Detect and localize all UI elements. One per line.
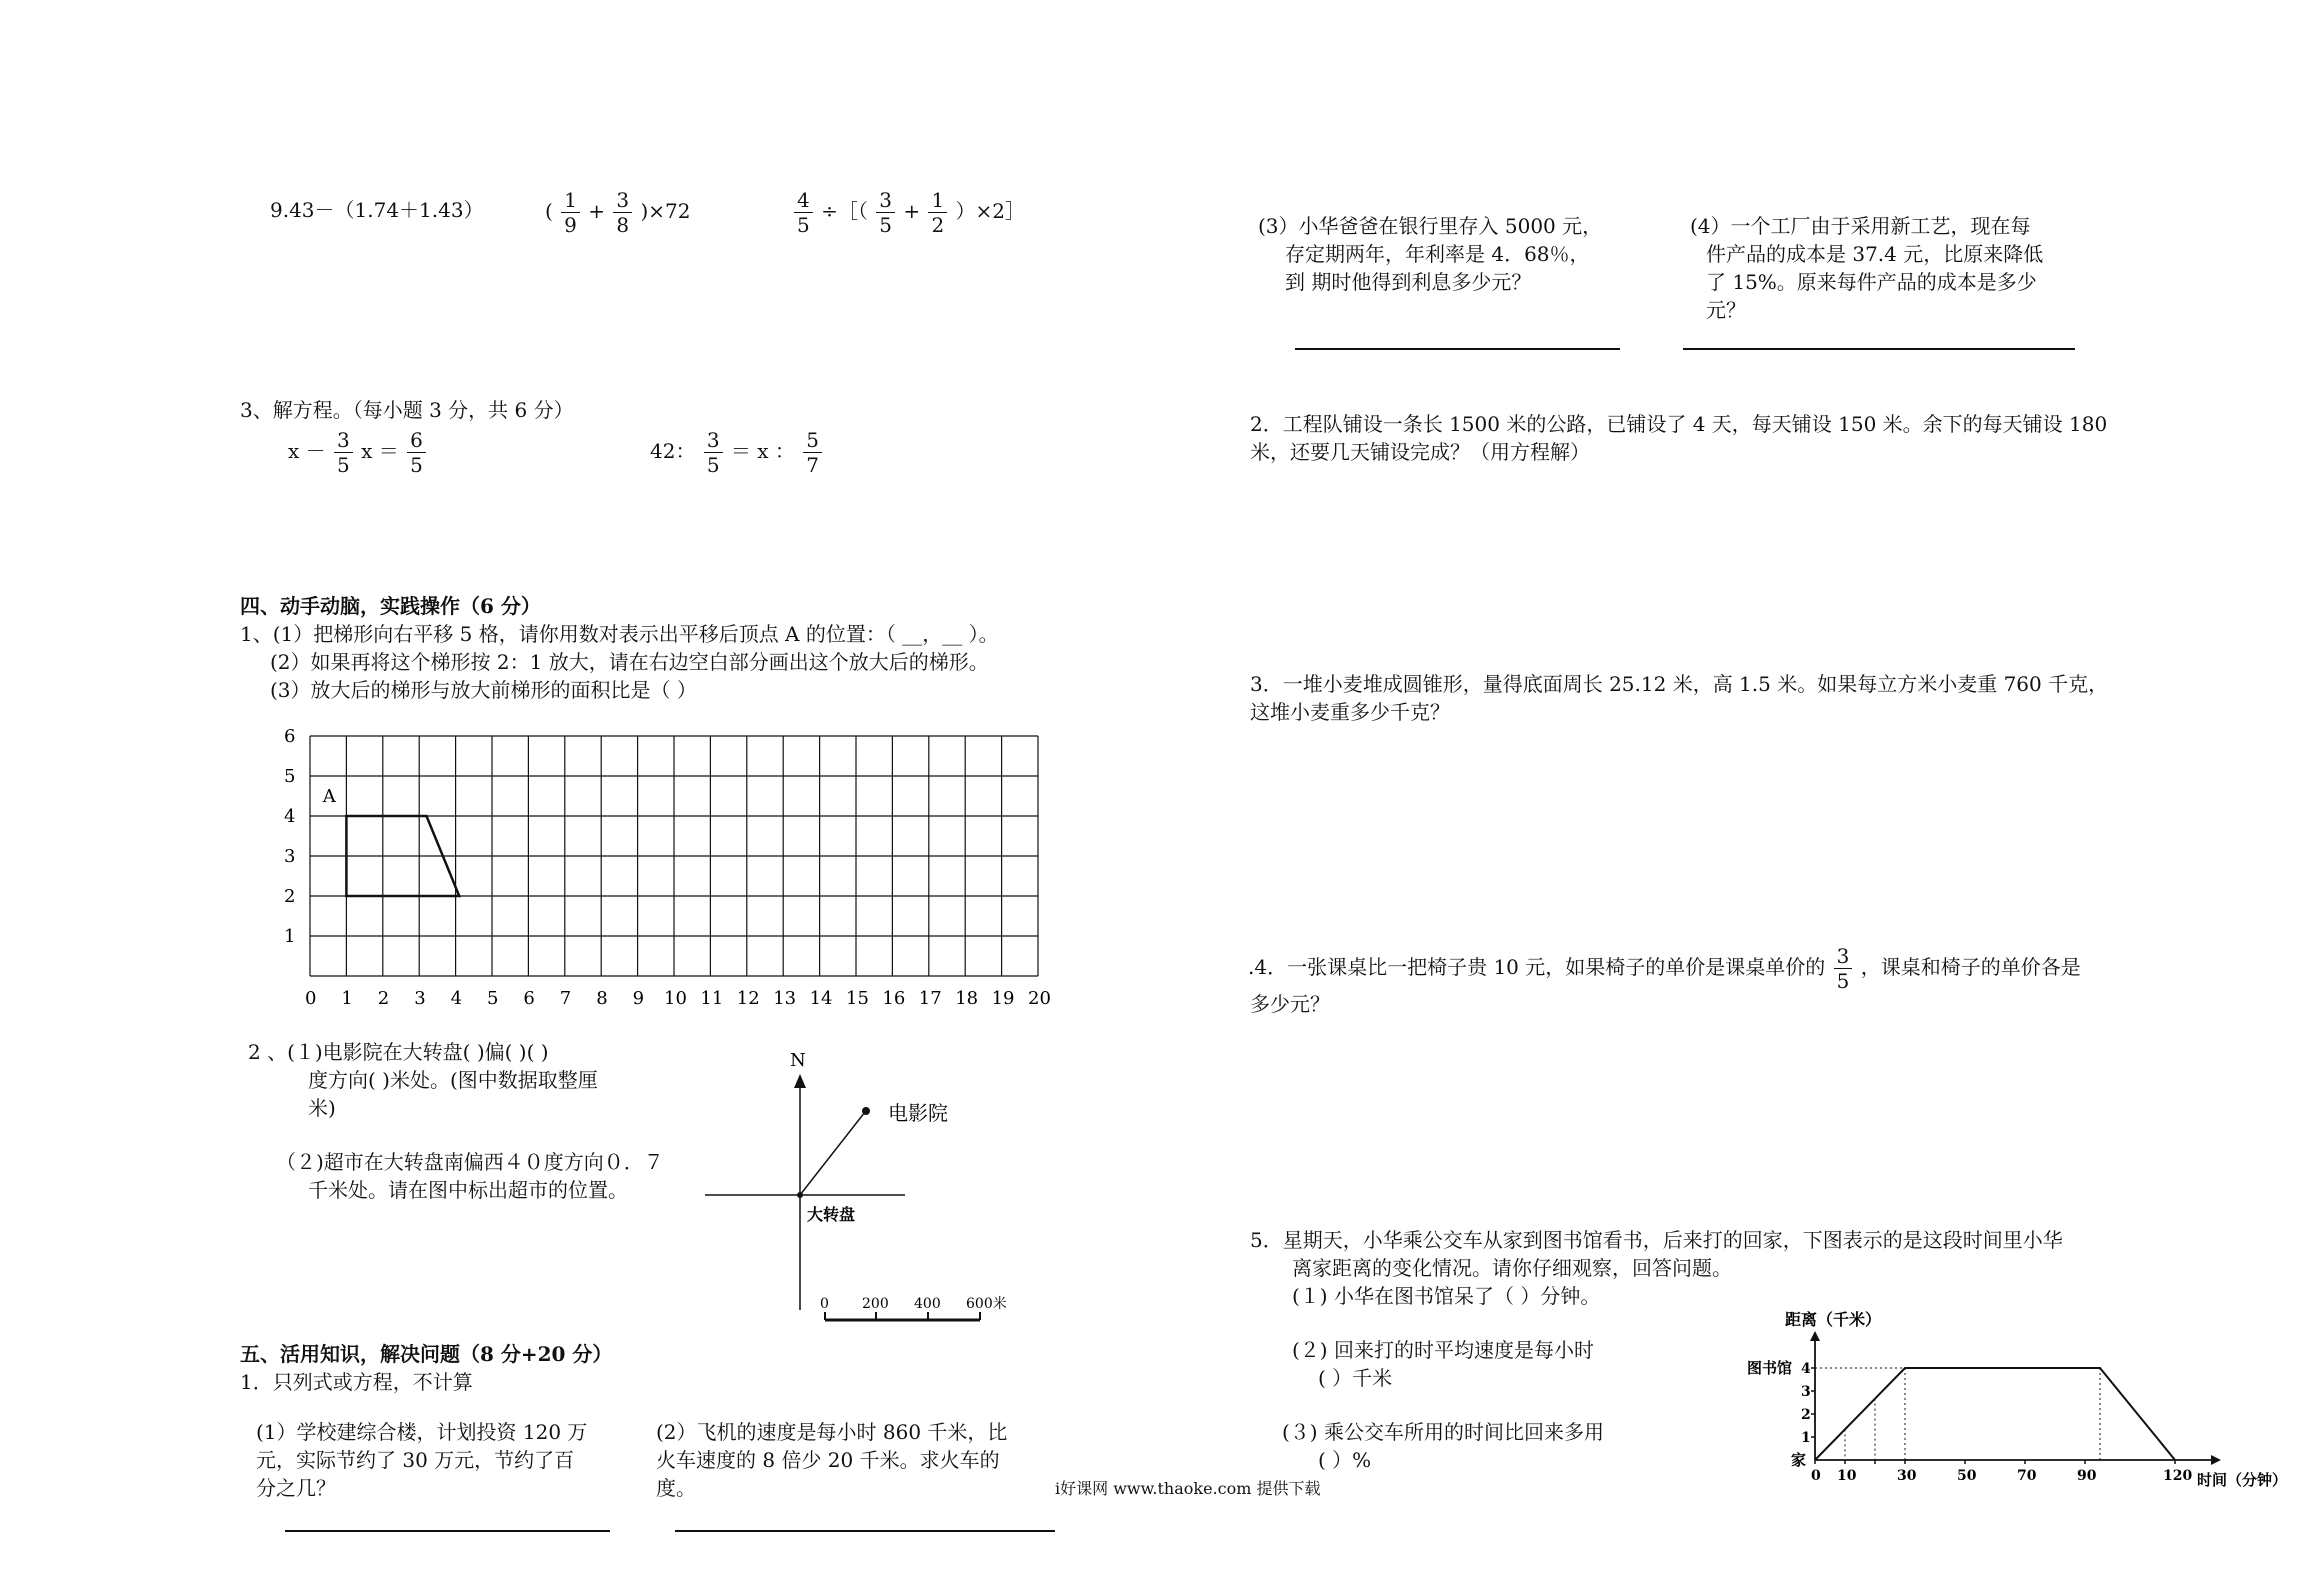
grid-y-tick-label: 5 (284, 766, 296, 787)
scale-label-600: 600米 (966, 1296, 1007, 1312)
r-p4a: .4．一张课桌比一把椅子贵 10 元，如果椅子的单价是课桌单价的 $\frac{3}{5}$ ，课桌和椅子的单价各是 (1248, 944, 2081, 993)
footer-text: i好课网 www.thaoke.com 提供下载 (1055, 1479, 1321, 1498)
grid-x-tick-label: 12 (736, 988, 760, 1009)
fraction: $\frac{3}{5}$ (876, 188, 895, 237)
grid-x-tick-label: 15 (846, 988, 869, 1009)
grid-y-tick-label: 1 (284, 926, 296, 947)
fraction: $\frac{1}{2}$ (928, 188, 947, 237)
s5-q2b: 火车速度的 8 倍少 20 千米。求火车的 (656, 1448, 1000, 1472)
scale-label-0: 0 (820, 1296, 829, 1312)
fraction: $\frac{5}{7}$ (803, 428, 822, 477)
s5-sub1: 1．只列式或方程，不计算 (240, 1370, 473, 1394)
grid-y-tick-label: 4 (284, 806, 296, 827)
s5-q1b: 元，实际节约了 30 万元，节约了百 (256, 1448, 575, 1472)
section-4-title: 四、动手动脑，实践操作（6 分） (240, 594, 541, 618)
center-label: 大转盘 (807, 1205, 856, 1224)
s4-q2-1b: 度方向( )米处。(图中数据取整厘 (308, 1068, 598, 1092)
r-p3b: 这堆小麦重多少千克？ (1250, 700, 1450, 724)
grid-x-tick-label: 8 (596, 988, 608, 1009)
fraction: $\frac{3}{5}$ (1834, 944, 1853, 993)
x-tick-label: 120 (2163, 1468, 2193, 1484)
s4-q1-2: (2）如果再将这个梯形按 2：1 放大，请在右边空白部分画出这个放大后的梯形。 (270, 650, 989, 674)
x-tick-label: 30 (1897, 1468, 1917, 1484)
grid-x-tick-label: 3 (414, 988, 426, 1009)
s4-q2-2b: 千米处。请在图中标出超市的位置。 (308, 1178, 628, 1202)
s4-q2-2a: （２)超市在大转盘南偏西４０度方向０．７ (276, 1150, 664, 1174)
grid-x-tick-label: 4 (450, 988, 463, 1009)
expr-1: 9.43－（1.74＋1.43） (270, 198, 484, 222)
grid-x-tick-label: 2 (377, 988, 390, 1009)
scale-bar (820, 1295, 1007, 1320)
section-5-title: 五、活用知识，解决问题（8 分+20 分） (240, 1342, 613, 1366)
r-p5a: 5．星期天，小华乘公交车从家到图书馆看书，后来打的回家，下图表示的是这段时间里小华 (1250, 1228, 2063, 1252)
grid-x-tick-label: 20 (1028, 988, 1051, 1009)
answer-line (285, 1530, 610, 1532)
r-p5q2b: ( ）千米 (1318, 1366, 1393, 1390)
grid-x-tick-label: 7 (559, 988, 572, 1009)
r-p3a: 3．一堆小麦堆成圆锥形，量得底面周长 25.12 米，高 1.5 米。如果每立方米小麦重 760 千克， (1250, 672, 2109, 696)
fraction: $\frac{4}{5}$ (794, 188, 813, 237)
x-tick-label: 90 (2077, 1468, 2097, 1484)
grid-x-tick-label: 18 (955, 988, 979, 1009)
y-tick-label: 4 (1801, 1361, 1811, 1377)
s5-q1a: (1）学校建综合楼，计划投资 120 万 (256, 1420, 588, 1444)
scale-label-200: 200 (862, 1296, 889, 1312)
r-p4c: 多少元？ (1250, 992, 1330, 1016)
fraction: $\frac{3}{8}$ (613, 188, 632, 237)
answer-line (1295, 348, 1620, 350)
grid-x-tick-label: 0 (305, 988, 317, 1009)
grid-y-tick-label: 3 (284, 846, 296, 867)
r-p2b: 米，还要几天铺设完成？（用方程解） (1250, 440, 1590, 464)
y-tick-label: 1 (1801, 1430, 1811, 1446)
vertex-a-label: A (322, 786, 336, 807)
coordinate-grid (260, 710, 1051, 1010)
s4-q2-1a: 2 、(１)电影院在大转盘( )偏( )( ) (248, 1040, 549, 1064)
grid-x-tick-label: 1 (341, 988, 353, 1009)
grid-y-tick-label: 2 (284, 886, 296, 907)
expr-2: ( $\frac{1}{9}$ + $\frac{3}{8}$ )×72 (545, 188, 691, 237)
s4-q1-3: (3）放大后的梯形与放大前梯形的面积比是（ ） (270, 678, 697, 702)
x-tick-label: 50 (1957, 1468, 1977, 1484)
r-p2a: 2．工程队铺设一条长 1500 米的公路，已铺设了 4 天，每天铺设 150 米。余下的每天铺设 180 (1250, 412, 2108, 436)
s4-q2-1c: 米) (308, 1096, 336, 1120)
r-q3b: 存定期两年，年利率是 4．68％， (1285, 242, 1590, 266)
x-tick-label: 70 (2017, 1468, 2037, 1484)
grid-x-tick-label: 10 (664, 988, 687, 1009)
grid-x-tick-label: 13 (773, 988, 797, 1009)
r-p5q3a: (３) 乘公交车所用的时间比回来多用 (1282, 1420, 1604, 1444)
s5-q2a: (2）飞机的速度是每小时 860 千米，比 (656, 1420, 1008, 1444)
north-label: N (790, 1050, 806, 1071)
direction-map (690, 1040, 1050, 1330)
r-p5q1: (１) 小华在图书馆呆了（ ）分钟。 (1292, 1284, 1601, 1308)
distance-time-chart (1715, 1295, 2288, 1495)
grid-x-tick-label: 16 (882, 988, 906, 1009)
fraction: $\frac{3}{5}$ (704, 428, 723, 477)
grid-y-tick-label: 6 (284, 726, 296, 747)
y-tick-label: 3 (1801, 1384, 1811, 1400)
grid-x-tick-label: 5 (487, 988, 499, 1009)
grid-x-tick-label: 17 (918, 988, 942, 1009)
r-q4c: 了 15%。原来每件产品的成本是多少 (1706, 270, 2037, 294)
s5-q2c: 度。 (656, 1476, 696, 1500)
grid-x-tick-label: 9 (632, 988, 645, 1009)
equations-heading: 3、解方程。（每小题 3 分，共 6 分） (240, 398, 574, 422)
answer-line (675, 1530, 1055, 1532)
grid-x-tick-label: 19 (991, 988, 1015, 1009)
s4-q1-1: 1、(1）把梯形向右平移 5 格，请你用数对表示出平移后顶点 A 的位置：（ __，__ ）。 (240, 622, 999, 646)
r-p5q3b: ( ）% (1318, 1448, 1372, 1472)
library-label: 图书馆 (1747, 1359, 1793, 1377)
r-q4a: (4）一个工厂由于采用新工艺，现在每 (1690, 214, 2031, 238)
s5-q1c: 分之几？ (256, 1476, 336, 1500)
y-tick-label: 2 (1801, 1407, 1811, 1423)
y-axis-label: 距离（千米） (1785, 1310, 1882, 1329)
fraction: $\frac{6}{5}$ (407, 428, 426, 477)
scale-label-400: 400 (914, 1296, 941, 1312)
answer-line (1683, 348, 2075, 350)
r-p5q2a: (２) 回来打的时平均速度是每小时 (1292, 1338, 1594, 1362)
fraction: $\frac{1}{9}$ (561, 188, 580, 237)
fraction: $\frac{3}{5}$ (334, 428, 353, 477)
x-axis-label: 时间（分钟） (2197, 1471, 2288, 1489)
series-line-distance (1815, 1368, 2175, 1460)
origin-label: 家 (1791, 1451, 1807, 1469)
equation-1: x － $\frac{3}{5}$ x ＝ $\frac{6}{5}$ (288, 428, 428, 477)
grid-x-tick-label: 14 (809, 988, 833, 1009)
r-q3a: (3）小华爸爸在银行里存入 5000 元， (1258, 214, 1603, 238)
grid-x-tick-label: 6 (523, 988, 535, 1009)
equation-2: 42： $\frac{3}{5}$ ＝ x ： $\frac{5}{7}$ (650, 428, 824, 477)
r-q3c: 到 期时他得到利息多少元？ (1285, 270, 1532, 294)
x-axis-arrow (2211, 1455, 2221, 1465)
cinema-label: 电影院 (888, 1101, 948, 1125)
y-axis-arrow (1810, 1331, 1820, 1341)
r-p5b: 离家距离的变化情况。请你仔细观察，回答问题。 (1292, 1256, 1732, 1280)
expr-3: $\frac{4}{5}$ ÷［（ $\frac{3}{5}$ + $\frac{1}{2}$ ）×2］ (792, 188, 1025, 237)
grid-x-tick-label: 11 (700, 988, 724, 1009)
x-tick-label: 10 (1837, 1468, 1857, 1484)
x-tick-label: 0 (1811, 1468, 1821, 1484)
r-q4b: 件产品的成本是 37.4 元，比原来降低 (1706, 242, 2044, 266)
r-q4d: 元？ (1706, 298, 1746, 322)
